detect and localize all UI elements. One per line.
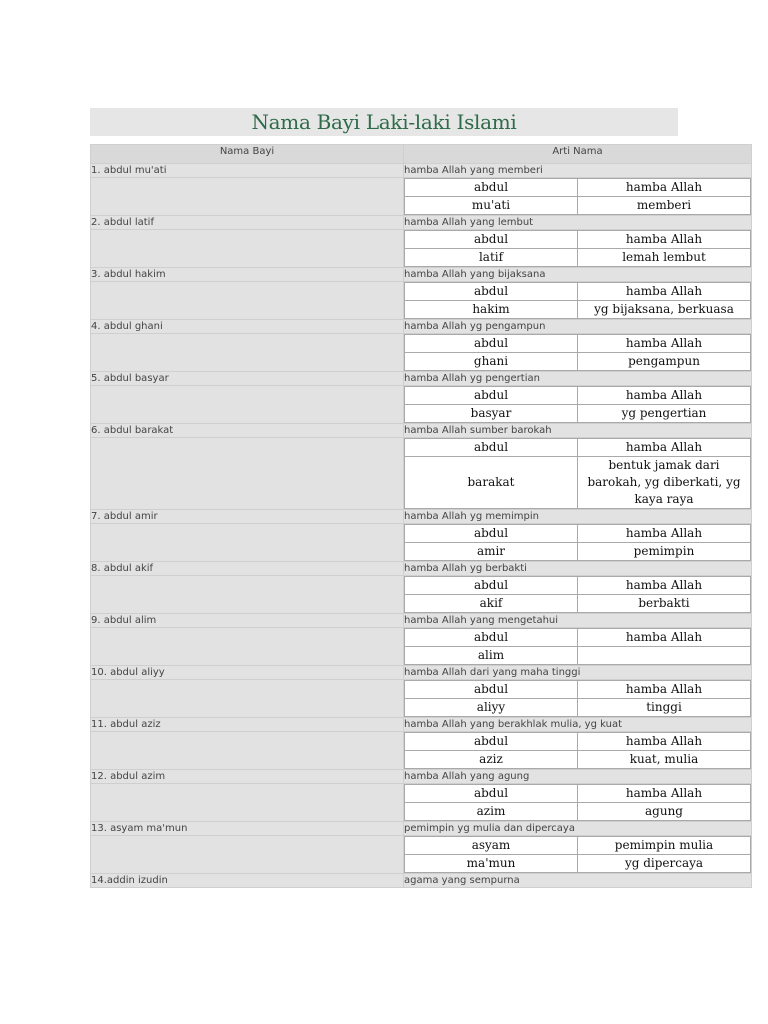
word-meaning: hamba Allah (578, 387, 751, 405)
blank-cell (91, 628, 404, 666)
entry-row (91, 510, 752, 524)
word-part: abdul (405, 179, 578, 197)
blank-cell (91, 178, 404, 216)
word-part: hakim (405, 301, 578, 319)
breakdown-cell (404, 438, 752, 510)
blank-cell (91, 230, 404, 268)
word-breakdown-row (405, 179, 751, 197)
breakdown-row (91, 334, 752, 372)
breakdown-row (91, 732, 752, 770)
word-breakdown-row (405, 595, 751, 613)
word-meaning: pengampun (578, 353, 751, 371)
word-breakdown-row (405, 301, 751, 319)
word-part: barakat (405, 457, 578, 509)
header-row (91, 145, 752, 164)
breakdown-cell (404, 282, 752, 320)
word-part: basyar (405, 405, 578, 423)
word-breakdown-table (404, 836, 751, 873)
breakdown-row (91, 178, 752, 216)
word-breakdown-row (405, 249, 751, 267)
breakdown-cell (404, 732, 752, 770)
word-breakdown-row (405, 681, 751, 699)
name-meaning: agama yang sempurna (404, 874, 752, 888)
word-meaning: pemimpin mulia (578, 837, 751, 855)
baby-name: 2. abdul latif (91, 216, 404, 230)
word-part: abdul (405, 283, 578, 301)
word-part: abdul (405, 577, 578, 595)
baby-name: 11. abdul aziz (91, 718, 404, 732)
blank-cell (91, 680, 404, 718)
breakdown-row (91, 386, 752, 424)
word-part: azim (405, 803, 578, 821)
name-meaning: hamba Allah yang bijaksana (404, 268, 752, 282)
word-meaning (578, 647, 751, 665)
title-bar (90, 108, 678, 136)
entry-row (91, 372, 752, 386)
word-part: mu'ati (405, 197, 578, 215)
word-breakdown-row (405, 647, 751, 665)
blank-cell (91, 386, 404, 424)
word-meaning: tinggi (578, 699, 751, 717)
word-part: ghani (405, 353, 578, 371)
breakdown-cell (404, 230, 752, 268)
entry-row (91, 666, 752, 680)
baby-name: 5. abdul basyar (91, 372, 404, 386)
breakdown-row (91, 628, 752, 666)
word-meaning: yg dipercaya (578, 855, 751, 873)
entry-row (91, 268, 752, 282)
word-part: abdul (405, 231, 578, 249)
baby-name: 1. abdul mu'ati (91, 164, 404, 178)
word-part: abdul (405, 525, 578, 543)
word-meaning: hamba Allah (578, 681, 751, 699)
word-breakdown-table (404, 524, 751, 561)
breakdown-cell (404, 680, 752, 718)
breakdown-cell (404, 576, 752, 614)
word-breakdown-row (405, 197, 751, 215)
name-meaning: hamba Allah yang agung (404, 770, 752, 784)
breakdown-row (91, 576, 752, 614)
word-meaning: agung (578, 803, 751, 821)
breakdown-row (91, 680, 752, 718)
name-meaning: hamba Allah yang mengetahui (404, 614, 752, 628)
baby-name: 3. abdul hakim (91, 268, 404, 282)
word-meaning: yg pengertian (578, 405, 751, 423)
baby-name: 12. abdul azim (91, 770, 404, 784)
word-meaning: hamba Allah (578, 733, 751, 751)
word-part: abdul (405, 629, 578, 647)
entry-row (91, 164, 752, 178)
entry-row (91, 718, 752, 732)
baby-name: 13. asyam ma'mun (91, 822, 404, 836)
word-breakdown-table (404, 680, 751, 717)
breakdown-row (91, 230, 752, 268)
word-meaning: hamba Allah (578, 179, 751, 197)
breakdown-cell (404, 386, 752, 424)
entry-row (91, 424, 752, 438)
word-part: abdul (405, 439, 578, 457)
word-breakdown-table (404, 334, 751, 371)
word-meaning: yg bijaksana, berkuasa (578, 301, 751, 319)
baby-name: 8. abdul akif (91, 562, 404, 576)
name-meaning: hamba Allah yg pengertian (404, 372, 752, 386)
word-part: abdul (405, 785, 578, 803)
breakdown-row (91, 784, 752, 822)
word-breakdown-table (404, 178, 751, 215)
blank-cell (91, 438, 404, 510)
blank-cell (91, 524, 404, 562)
baby-name: 7. abdul amir (91, 510, 404, 524)
breakdown-cell (404, 178, 752, 216)
column-header-arti: Arti Nama (404, 145, 752, 164)
name-meaning: hamba Allah yang berakhlak mulia, yg kuat (404, 718, 752, 732)
names-table-body (91, 145, 752, 888)
word-meaning: berbakti (578, 595, 751, 613)
word-meaning: hamba Allah (578, 335, 751, 353)
word-part: akif (405, 595, 578, 613)
word-meaning: lemah lembut (578, 249, 751, 267)
breakdown-row (91, 836, 752, 874)
word-meaning: memberi (578, 197, 751, 215)
word-breakdown-table (404, 784, 751, 821)
entry-row (91, 614, 752, 628)
word-breakdown-row (405, 525, 751, 543)
entry-row (91, 822, 752, 836)
word-breakdown-table (404, 438, 751, 509)
word-breakdown-table (404, 628, 751, 665)
word-part: abdul (405, 733, 578, 751)
entry-row (91, 320, 752, 334)
word-breakdown-table (404, 576, 751, 613)
blank-cell (91, 732, 404, 770)
entry-row (91, 874, 752, 888)
word-breakdown-row (405, 283, 751, 301)
blank-cell (91, 784, 404, 822)
word-part: abdul (405, 335, 578, 353)
word-breakdown-row (405, 751, 751, 769)
word-breakdown-row (405, 457, 751, 509)
breakdown-cell (404, 836, 752, 874)
word-breakdown-row (405, 353, 751, 371)
entry-row (91, 770, 752, 784)
word-meaning: hamba Allah (578, 785, 751, 803)
names-table (90, 144, 752, 888)
breakdown-cell (404, 524, 752, 562)
word-breakdown-table (404, 386, 751, 423)
baby-name: 9. abdul alim (91, 614, 404, 628)
blank-cell (91, 282, 404, 320)
word-breakdown-row (405, 785, 751, 803)
word-meaning: pemimpin (578, 543, 751, 561)
name-meaning: hamba Allah yg memimpin (404, 510, 752, 524)
column-header-nama: Nama Bayi (91, 145, 404, 164)
word-breakdown-row (405, 543, 751, 561)
word-breakdown-row (405, 837, 751, 855)
baby-name: 4. abdul ghani (91, 320, 404, 334)
name-meaning: hamba Allah yg berbakti (404, 562, 752, 576)
word-breakdown-table (404, 732, 751, 769)
breakdown-row (91, 524, 752, 562)
entry-row (91, 216, 752, 230)
breakdown-row (91, 438, 752, 510)
blank-cell (91, 334, 404, 372)
word-meaning: bentuk jamak dari barokah, yg diberkati, yg kaya raya (578, 457, 751, 509)
word-breakdown-row (405, 231, 751, 249)
word-part: amir (405, 543, 578, 561)
baby-name: 10. abdul aliyy (91, 666, 404, 680)
word-part: ma'mun (405, 855, 578, 873)
baby-name: 6. abdul barakat (91, 424, 404, 438)
word-meaning: hamba Allah (578, 439, 751, 457)
word-meaning: hamba Allah (578, 525, 751, 543)
breakdown-cell (404, 784, 752, 822)
blank-cell (91, 836, 404, 874)
word-breakdown-table (404, 282, 751, 319)
word-breakdown-table (404, 230, 751, 267)
breakdown-cell (404, 334, 752, 372)
breakdown-row (91, 282, 752, 320)
word-breakdown-row (405, 699, 751, 717)
page-title: Nama Bayi Laki-laki Islami (251, 110, 517, 134)
word-part: abdul (405, 387, 578, 405)
word-breakdown-row (405, 577, 751, 595)
name-meaning: hamba Allah yg pengampun (404, 320, 752, 334)
word-breakdown-row (405, 855, 751, 873)
word-breakdown-row (405, 335, 751, 353)
baby-name: 14.addin izudin (91, 874, 404, 888)
word-meaning: kuat, mulia (578, 751, 751, 769)
word-part: latif (405, 249, 578, 267)
name-meaning: pemimpin yg mulia dan dipercaya (404, 822, 752, 836)
breakdown-cell (404, 628, 752, 666)
word-part: aliyy (405, 699, 578, 717)
name-meaning: hamba Allah yang memberi (404, 164, 752, 178)
word-breakdown-row (405, 387, 751, 405)
word-meaning: hamba Allah (578, 629, 751, 647)
word-part: aziz (405, 751, 578, 769)
word-breakdown-row (405, 405, 751, 423)
word-breakdown-row (405, 439, 751, 457)
word-meaning: hamba Allah (578, 231, 751, 249)
blank-cell (91, 576, 404, 614)
word-part: asyam (405, 837, 578, 855)
name-meaning: hamba Allah dari yang maha tinggi (404, 666, 752, 680)
word-part: abdul (405, 681, 578, 699)
word-meaning: hamba Allah (578, 577, 751, 595)
entry-row (91, 562, 752, 576)
word-breakdown-row (405, 803, 751, 821)
name-meaning: hamba Allah sumber barokah (404, 424, 752, 438)
name-meaning: hamba Allah yang lembut (404, 216, 752, 230)
word-part: alim (405, 647, 578, 665)
word-meaning: hamba Allah (578, 283, 751, 301)
word-breakdown-row (405, 733, 751, 751)
word-breakdown-row (405, 629, 751, 647)
